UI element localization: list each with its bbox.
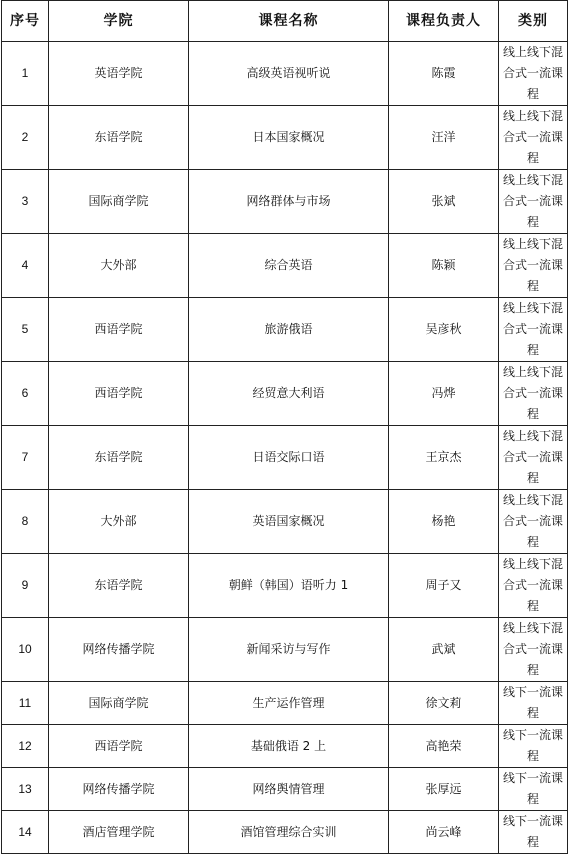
table-row (2, 682, 568, 725)
cell-lead: 周子又 (389, 554, 499, 618)
header-row (2, 1, 568, 42)
cell-college: 东语学院 (49, 554, 189, 618)
table-row (2, 426, 568, 490)
cell-course: 朝鲜（韩国）语听力 1 (189, 554, 389, 618)
cell-no: 7 (2, 426, 49, 490)
cell-college: 西语学院 (49, 298, 189, 362)
cell-lead: 冯烨 (389, 362, 499, 426)
cell-college: 网络传播学院 (49, 768, 189, 811)
cell-category: 线上线下混合式一流课程 (499, 426, 568, 490)
cell-course: 经贸意大利语 (189, 362, 389, 426)
cell-category: 线下一流课程 (499, 682, 568, 725)
cell-category: 线下一流课程 (499, 725, 568, 768)
header-no: 序号 (2, 1, 49, 42)
cell-category: 线上线下混合式一流课程 (499, 170, 568, 234)
table-row (2, 234, 568, 298)
cell-lead: 陈颖 (389, 234, 499, 298)
cell-no: 3 (2, 170, 49, 234)
cell-course: 旅游俄语 (189, 298, 389, 362)
cell-category: 线下一流课程 (499, 768, 568, 811)
cell-category: 线上线下混合式一流课程 (499, 42, 568, 106)
cell-course: 新闻采访与写作 (189, 618, 389, 682)
cell-lead: 陈霞 (389, 42, 499, 106)
table-row (2, 490, 568, 554)
cell-category: 线上线下混合式一流课程 (499, 618, 568, 682)
cell-no: 2 (2, 106, 49, 170)
cell-college: 大外部 (49, 490, 189, 554)
cell-course: 英语国家概况 (189, 490, 389, 554)
cell-no: 13 (2, 768, 49, 811)
cell-lead: 王京杰 (389, 426, 499, 490)
table-row (2, 42, 568, 106)
course-table (1, 0, 568, 854)
cell-college: 国际商学院 (49, 682, 189, 725)
cell-college: 酒店管理学院 (49, 811, 189, 854)
header-course: 课程名称 (189, 1, 389, 42)
table-row (2, 106, 568, 170)
cell-college: 大外部 (49, 234, 189, 298)
table-row (2, 362, 568, 426)
cell-no: 5 (2, 298, 49, 362)
cell-lead: 吴彦秋 (389, 298, 499, 362)
cell-category: 线上线下混合式一流课程 (499, 298, 568, 362)
cell-no: 6 (2, 362, 49, 426)
cell-lead: 张斌 (389, 170, 499, 234)
cell-course: 高级英语视听说 (189, 42, 389, 106)
cell-course: 日本国家概况 (189, 106, 389, 170)
table-row (2, 811, 568, 854)
cell-no: 4 (2, 234, 49, 298)
cell-course: 网络舆情管理 (189, 768, 389, 811)
cell-no: 1 (2, 42, 49, 106)
cell-lead: 汪洋 (389, 106, 499, 170)
header-college: 学院 (49, 1, 189, 42)
cell-college: 西语学院 (49, 362, 189, 426)
header-category: 类别 (499, 1, 568, 42)
table-row (2, 554, 568, 618)
cell-no: 8 (2, 490, 49, 554)
cell-course: 生产运作管理 (189, 682, 389, 725)
table-row (2, 170, 568, 234)
cell-no: 9 (2, 554, 49, 618)
cell-college: 西语学院 (49, 725, 189, 768)
cell-category: 线上线下混合式一流课程 (499, 362, 568, 426)
cell-course: 酒馆管理综合实训 (189, 811, 389, 854)
cell-no: 11 (2, 682, 49, 725)
cell-course: 基础俄语 2 上 (189, 725, 389, 768)
cell-lead: 武斌 (389, 618, 499, 682)
table-body (2, 42, 568, 854)
cell-lead: 徐文莉 (389, 682, 499, 725)
cell-no: 10 (2, 618, 49, 682)
cell-course: 网络群体与市场 (189, 170, 389, 234)
cell-lead: 杨艳 (389, 490, 499, 554)
cell-college: 东语学院 (49, 426, 189, 490)
cell-category: 线上线下混合式一流课程 (499, 490, 568, 554)
cell-lead: 高艳荣 (389, 725, 499, 768)
cell-lead: 张厚远 (389, 768, 499, 811)
table-row (2, 618, 568, 682)
cell-category: 线下一流课程 (499, 811, 568, 854)
table-row (2, 768, 568, 811)
table-header (2, 1, 568, 42)
cell-category: 线上线下混合式一流课程 (499, 106, 568, 170)
cell-course: 日语交际口语 (189, 426, 389, 490)
table-row (2, 298, 568, 362)
cell-category: 线上线下混合式一流课程 (499, 234, 568, 298)
cell-college: 国际商学院 (49, 170, 189, 234)
header-lead: 课程负责人 (389, 1, 499, 42)
cell-lead: 尚云峰 (389, 811, 499, 854)
cell-college: 英语学院 (49, 42, 189, 106)
table-row (2, 725, 568, 768)
cell-course: 综合英语 (189, 234, 389, 298)
cell-no: 14 (2, 811, 49, 854)
cell-category: 线上线下混合式一流课程 (499, 554, 568, 618)
cell-no: 12 (2, 725, 49, 768)
cell-college: 网络传播学院 (49, 618, 189, 682)
cell-college: 东语学院 (49, 106, 189, 170)
